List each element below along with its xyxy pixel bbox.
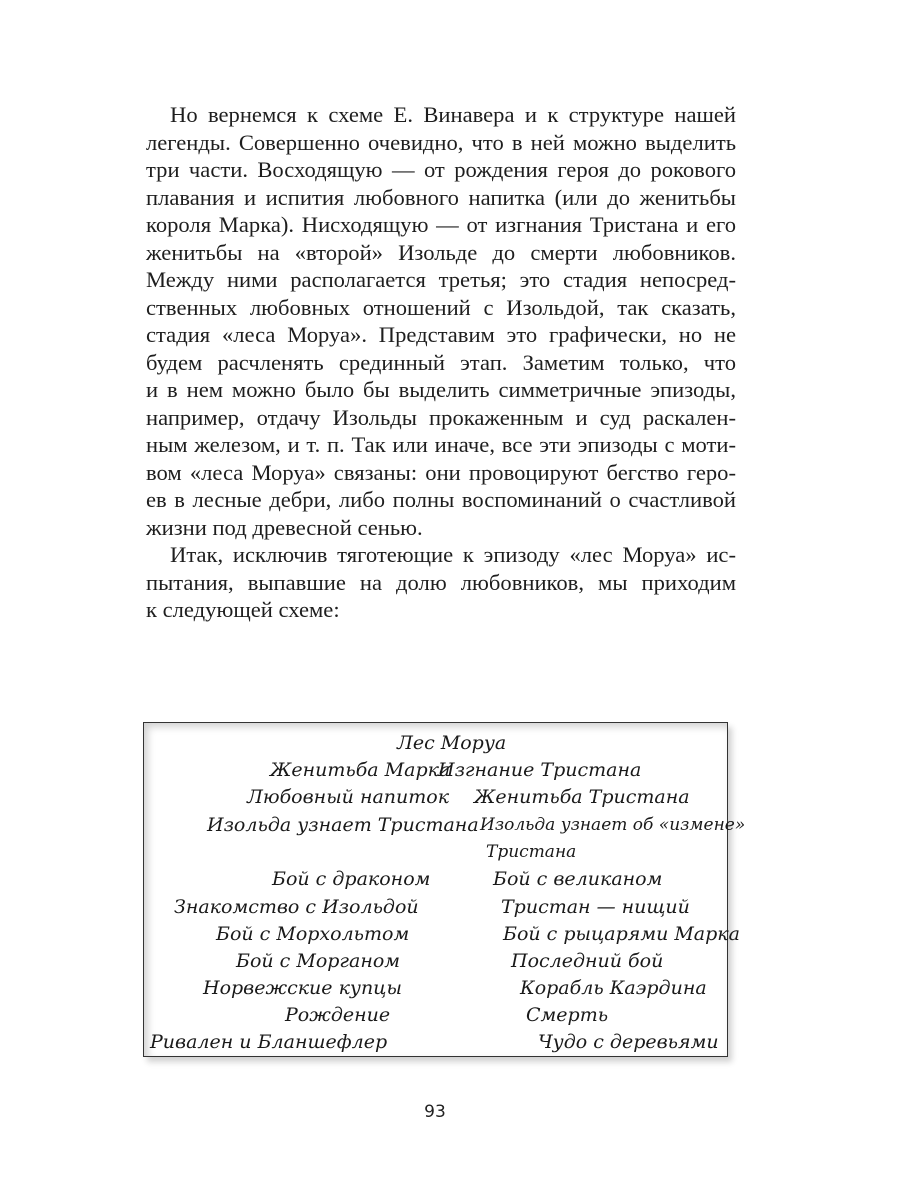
text-line: стадия «леса Моруа». Представим это графически, но не <box>146 322 736 347</box>
scheme-ascending-item: Бой с Морганом <box>236 950 401 972</box>
scheme-ascending-item: Норвежские купцы <box>203 977 402 999</box>
text-line: например, отдачу Изольды прокаженным и суд раскален- <box>146 404 736 430</box>
scheme-descending-item: Тристана <box>486 842 577 862</box>
text-line: три части. Восходящую — от рождения героя до рокового <box>146 157 736 182</box>
scheme-ascending-item: Бой с Морхольтом <box>216 923 410 945</box>
scheme-descending-item: Тристан — нищий <box>501 896 690 918</box>
scheme-ascending-item: Изольда узнает Тристана <box>207 814 479 836</box>
scheme-descending-item: Изольда узнает об «измене» <box>480 815 746 835</box>
tristan-legend-scheme <box>143 722 746 1057</box>
scheme-ascending-item: Знакомство с Изольдой <box>174 896 419 918</box>
text-line: к следующей схеме: <box>146 597 340 622</box>
scheme-ascending-item: Ривален и Бланшефлер <box>150 1031 388 1053</box>
scheme-top-label: Лес Моруа <box>397 732 507 754</box>
text-line: Но вернемся к схеме Е. Винавера и к структуре нашей <box>170 102 736 127</box>
scheme-ascending-item: Бой с драконом <box>272 868 431 890</box>
text-line: пытания, выпавшие на долю любовников, мы приходим <box>146 569 736 595</box>
text-line: и в нем можно было бы выделить симметричные эпизоды, <box>146 377 736 402</box>
scheme-ascending-item: Рождение <box>285 1004 391 1026</box>
text-line: ственных любовных отношений с Изольдой, так сказать, <box>146 294 736 320</box>
page-number: 93 <box>424 1102 446 1122</box>
scheme-descending-item: Последний бой <box>511 950 664 972</box>
scheme-ascending-item: Любовный напиток <box>247 786 450 808</box>
text-line: Итак, исключив тяготеющие к эпизоду «лес Моруа» ис- <box>170 542 736 567</box>
page-body-text <box>146 101 736 624</box>
text-line: вом «леса Моруа» связаны: они провоцируют бегство геро- <box>146 459 736 485</box>
scheme-descending-item: Изгнание Тристана <box>438 759 642 781</box>
text-line: будем расчленять срединный этап. Заметим только, что <box>146 349 736 375</box>
scheme-ascending-item: Женитьба Марка <box>270 759 451 781</box>
scheme-descending-item: Корабль Каэрдина <box>520 977 707 999</box>
paragraph-2 <box>146 541 736 624</box>
text-line: ным железом, и т. п. Так или иначе, все эти эпизоды с моти- <box>146 432 736 457</box>
scheme-descending-item: Чудо с деревьями <box>538 1031 719 1053</box>
scheme-descending-item: Бой с великаном <box>493 868 663 890</box>
text-line: легенды. Совершенно очевидно, что в ней можно выделить <box>146 129 736 155</box>
text-line: короля Марка). Нисходящую — от изгнания Тристана и его <box>146 212 736 237</box>
scheme-descending-item: Бой с рыцарями Марка <box>503 923 740 945</box>
text-line: плавания и испития любовного напитка (или до женитьбы <box>146 184 736 210</box>
text-line: ев в лесные дебри, либо полны воспоминаний о счастливой <box>146 487 736 512</box>
text-line: Между ними располагается третья; это стадия непосред- <box>146 267 736 292</box>
text-line: женитьбы на «второй» Изольде до смерти любовников. <box>146 239 736 265</box>
text-line: жизни под древесной сенью. <box>146 514 423 540</box>
scheme-descending-item: Женитьба Тристана <box>474 786 690 808</box>
scheme-descending-item: Смерть <box>526 1004 609 1026</box>
paragraph-1 <box>146 101 736 541</box>
